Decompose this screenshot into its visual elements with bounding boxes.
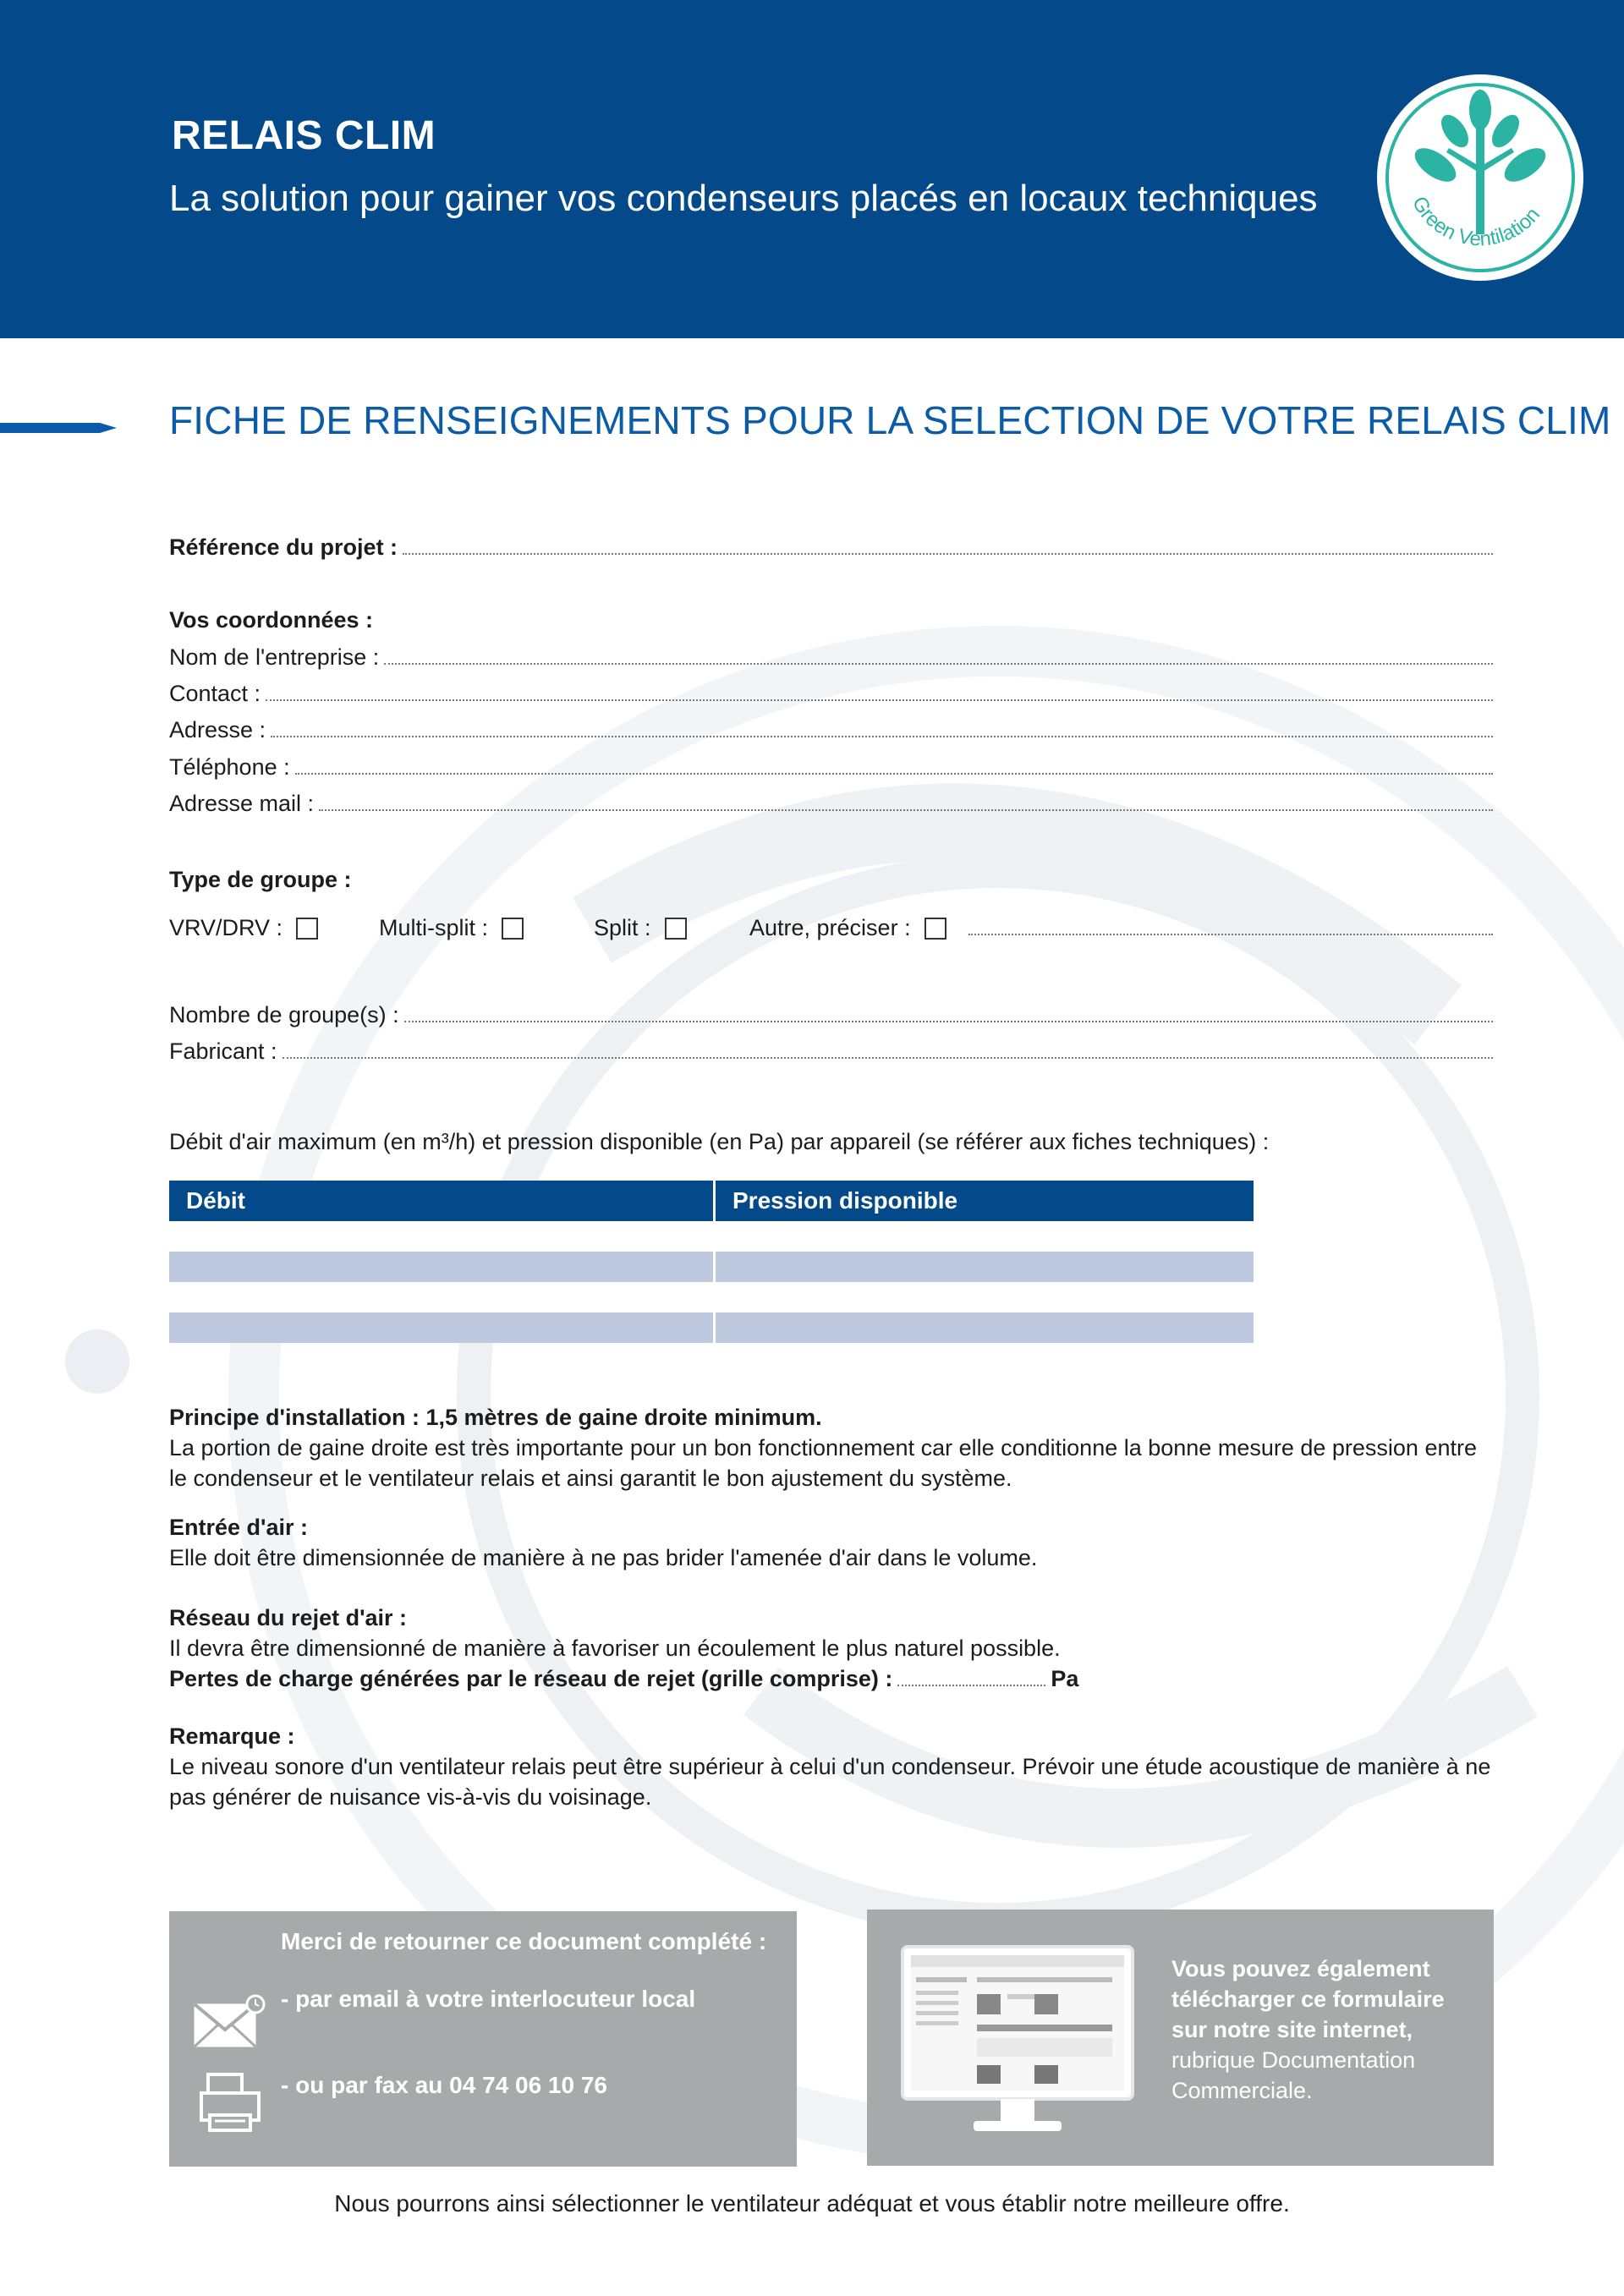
exhaust-text: Il devra être dimensionné de manière à favoriser un écoulement le plus naturel possible. (169, 1636, 1061, 1661)
website-download-box (867, 1910, 1494, 2166)
header-title: RELAIS CLIM (172, 113, 436, 158)
website-text-line1: Vous pouvez également (1171, 1956, 1430, 1981)
group-count-field[interactable] (169, 1002, 1493, 1031)
table-header-row (169, 1181, 1254, 1221)
contact-field[interactable] (169, 681, 1493, 710)
table-cell-debit[interactable] (169, 1312, 713, 1343)
remark-title: Remarque : (169, 1723, 295, 1749)
email-instruction: - par email à votre interlocuteur local (281, 1986, 696, 2012)
table-cell-pressure[interactable] (713, 1312, 1254, 1343)
group-type-title: Type de groupe : (169, 867, 352, 892)
air-inlet-title: Entrée d'air : (169, 1515, 308, 1540)
email-field[interactable] (169, 791, 1493, 819)
return-instructions-title: Merci de retourner ce document complété : (281, 1928, 767, 1954)
fax-instruction: - ou par fax au 04 74 06 10 76 (281, 2072, 607, 2098)
air-inlet-section (169, 1512, 1493, 1573)
project-reference-line[interactable] (403, 534, 1493, 555)
email-line[interactable] (319, 791, 1493, 811)
option-vrv-drv[interactable] (169, 915, 318, 941)
project-reference-field[interactable] (169, 534, 1493, 563)
pressure-loss-label: Pertes de charge générées par le réseau de rejet (grille comprise) : (169, 1666, 893, 1691)
table-cell-pressure[interactable] (713, 1221, 1254, 1252)
checkbox-split[interactable] (665, 918, 687, 940)
phone-label: Téléphone : (169, 754, 290, 780)
table-cell-pressure[interactable] (713, 1252, 1254, 1282)
group-count-line[interactable] (404, 1002, 1493, 1022)
logo-text: Green Ventilation (1407, 192, 1545, 251)
main-heading: FICHE DE RENSEIGNEMENTS POUR LA SELECTION DE VOTRE RELAIS CLIM (169, 398, 1611, 442)
table-row[interactable] (169, 1221, 1254, 1252)
manufacturer-line[interactable] (283, 1038, 1493, 1059)
header-subtitle: La solution pour gainer vos condenseurs placés en locaux techniques (169, 178, 1318, 219)
email-icon (191, 1992, 266, 2052)
airflow-pressure-table (169, 1181, 1254, 1343)
project-reference-label: Référence du projet : (169, 534, 398, 560)
phone-line[interactable] (295, 754, 1493, 775)
option-multi-split[interactable] (379, 915, 524, 941)
email-label: Adresse mail : (169, 791, 315, 816)
table-row[interactable] (169, 1312, 1254, 1343)
airflow-intro: Débit d'air maximum (en m³/h) et pression disponible (en Pa) par appareil (se référer aux fiches techniques) : (169, 1129, 1270, 1154)
fax-icon (196, 2068, 264, 2135)
address-field[interactable] (169, 717, 1493, 746)
company-name-field[interactable] (169, 644, 1493, 673)
table-row[interactable] (169, 1252, 1254, 1282)
checkbox-multi-split[interactable] (502, 918, 524, 940)
manufacturer-field[interactable] (169, 1038, 1493, 1067)
website-download-text (1171, 1954, 1484, 2106)
manufacturer-label: Fabricant : (169, 1038, 277, 1064)
exhaust-title: Réseau du rejet d'air : (169, 1605, 408, 1630)
option-other-label: Autre, préciser : (749, 915, 911, 940)
pressure-unit: Pa (1051, 1666, 1079, 1691)
website-text-line4: rubrique Documentation (1171, 2047, 1416, 2073)
website-text-line5: Commerciale. (1171, 2078, 1313, 2103)
checkbox-vrv-drv[interactable] (296, 918, 318, 940)
option-split[interactable] (594, 915, 687, 941)
option-vrv-drv-label: VRV/DRV : (169, 915, 283, 940)
address-line[interactable] (271, 717, 1493, 737)
website-text-line3: sur notre site internet, (1171, 2017, 1413, 2042)
table-row[interactable] (169, 1282, 1254, 1312)
group-count-label: Nombre de groupe(s) : (169, 1002, 399, 1027)
table-header-pressure: Pression disponible (713, 1181, 1254, 1221)
contact-line[interactable] (266, 681, 1493, 701)
installation-text: La portion de gaine droite est très importante pour un bon fonctionnement car elle conditionne la bonne mesure de pression entre le condenseur et le ventilateur relais et ainsi garantit le bon ajustement du système. (169, 1435, 1477, 1491)
checkbox-other[interactable] (924, 918, 946, 940)
pressure-loss-field[interactable] (169, 1663, 1493, 1694)
company-name-label: Nom de l'entreprise : (169, 644, 380, 670)
remark-section (169, 1721, 1493, 1812)
group-type-options (169, 915, 1493, 949)
table-cell-pressure[interactable] (713, 1282, 1254, 1312)
option-split-label: Split : (594, 915, 651, 940)
table-cell-debit[interactable] (169, 1282, 713, 1312)
other-specify-line[interactable] (968, 934, 1493, 935)
phone-field[interactable] (169, 754, 1493, 783)
installation-section (169, 1402, 1493, 1493)
contact-label: Contact : (169, 681, 261, 706)
return-instructions-box (169, 1911, 797, 2167)
company-name-line[interactable] (384, 644, 1493, 665)
pressure-loss-line[interactable] (897, 1666, 1045, 1686)
option-other[interactable] (749, 915, 946, 941)
monitor-icon (899, 1943, 1136, 2146)
option-multi-split-label: Multi-split : (379, 915, 489, 940)
table-cell-debit[interactable] (169, 1221, 713, 1252)
remark-text: Le niveau sonore d'un ventilateur relais peut être supérieur à celui d'un condenseur. Prévoir une étude acoustique de manière à ne pas générer de nuisance vis-à-vis du voisinage. (169, 1754, 1491, 1810)
address-label: Adresse : (169, 717, 266, 743)
table-cell-debit[interactable] (169, 1252, 713, 1282)
contact-section-title: Vos coordonnées : (169, 607, 374, 633)
closing-statement: Nous pourrons ainsi sélectionner le ventilateur adéquat et vous établir notre meilleure offre. (334, 2190, 1290, 2217)
exhaust-section (169, 1603, 1493, 1694)
air-inlet-text: Elle doit être dimensionnée de manière à ne pas brider l'amenée d'air dans le volume. (169, 1545, 1038, 1570)
table-header-debit: Débit (169, 1181, 713, 1221)
website-text-line2: télécharger ce formulaire (1171, 1986, 1445, 2012)
installation-title: Principe d'installation : 1,5 mètres de gaine droite minimum. (169, 1405, 822, 1430)
